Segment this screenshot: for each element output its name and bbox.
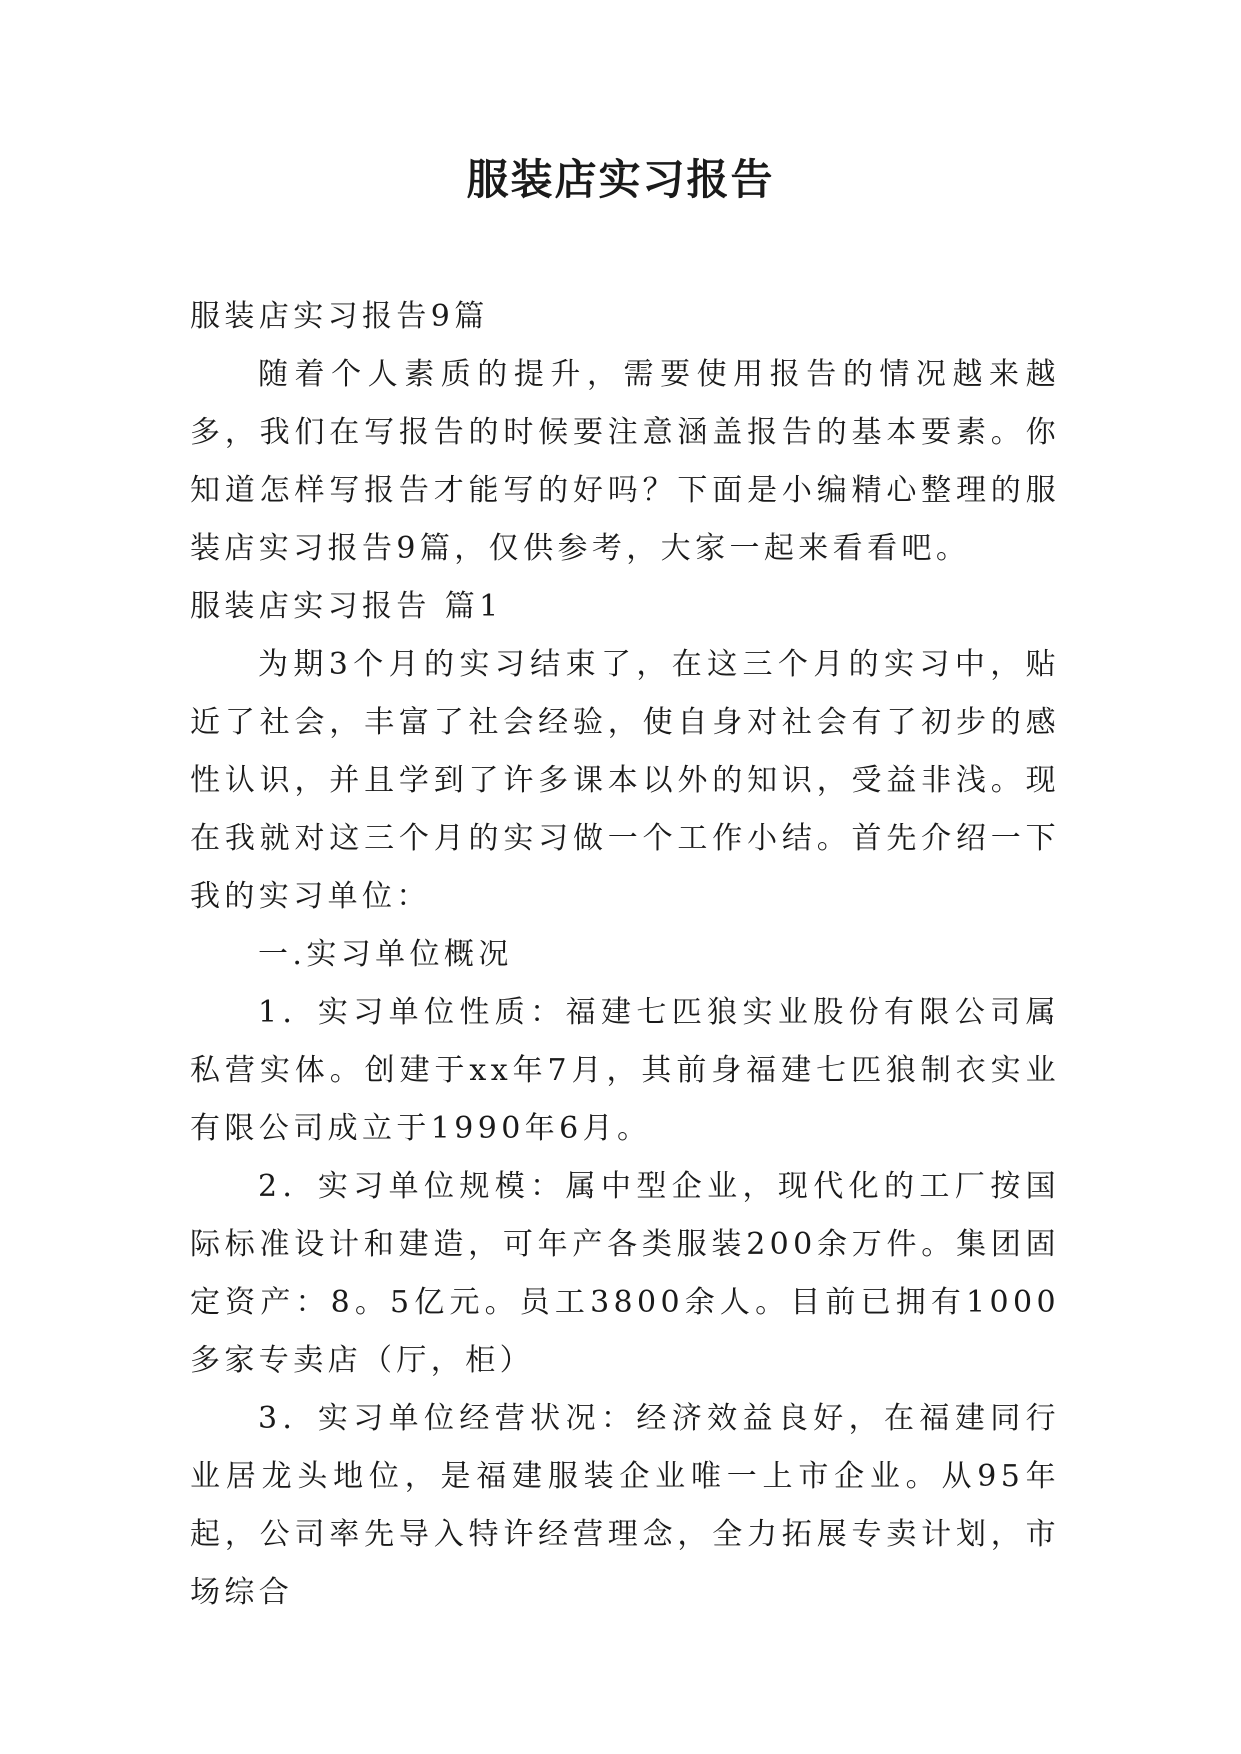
document-title: 服装店实习报告 — [466, 155, 775, 204]
paragraph-subtitle: 服装店实习报告9篇 — [190, 299, 489, 334]
paragraph-item-3: 3．实习单位经营状况：经济效益良好，在福建同行业居龙头地位，是福建服装企业唯一上市企业。从95年起，公司率先导入特许经营理念，全力拓展专卖计划，市场综合 — [190, 1401, 1060, 1610]
paragraph-item-1: 1．实习单位性质：福建七匹狼实业股份有限公司属私营实体。创建于xx年7月，其前身福建七匹狼制衣实业有限公司成立于1990年6月。 — [190, 995, 1060, 1146]
paragraph-section-heading: 服装店实习报告 篇1 — [190, 589, 503, 624]
paragraph-intro: 随着个人素质的提升，需要使用报告的情况越来越多，我们在写报告的时候要注意涵盖报告的基本要素。你知道怎样写报告才能写的好吗？下面是小编精心整理的服装店实习报告9篇，仅供参考，大家一起来看看吧。 — [190, 357, 1060, 566]
paragraph-item-2: 2．实习单位规模：属中型企业，现代化的工厂按国际标准设计和建造，可年产各类服装200余万件。集团固定资产：8。5亿元。员工3800余人。目前已拥有1000多家专卖店（厅，柜） — [190, 1169, 1060, 1378]
paragraph-summary: 为期3个月的实习结束了，在这三个月的实习中，贴近了社会，丰富了社会经验，使自身对社会有了初步的感性认识，并且学到了许多课本以外的知识，受益非浅。现在我就对这三个月的实习做一个工作小结。首先介绍一下我的实习单位： — [190, 647, 1060, 914]
document-body — [190, 288, 1060, 1622]
paragraph-subheading-overview: 一.实习单位概况 — [258, 937, 513, 972]
